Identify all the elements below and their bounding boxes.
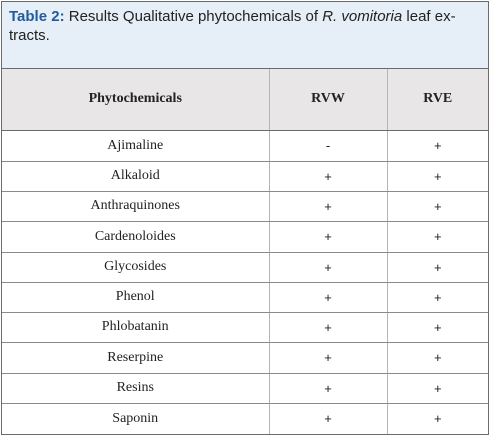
table-row — [2, 373, 488, 403]
table-row — [2, 191, 488, 221]
cell-phytochemical: Phlobatanin — [2, 312, 269, 342]
cell-rve: + — [387, 191, 488, 221]
header-row — [2, 69, 488, 130]
table-row — [2, 161, 488, 191]
cell-rve: + — [433, 411, 442, 427]
table-row — [2, 221, 488, 252]
table-row — [2, 252, 488, 282]
cell-phytochemical: Glycosides — [2, 252, 269, 282]
caption-species: R. vomitoria — [322, 8, 403, 25]
cell-rve: + — [387, 221, 488, 252]
caption-text-after: leaf ex-tracts. — [9, 8, 456, 44]
table-row — [2, 342, 488, 373]
table-container — [1, 1, 489, 435]
phytochemicals-table — [2, 69, 488, 434]
cell-rve: + — [387, 282, 488, 312]
caption-text-before: Results Qualitative phytochemicals of — [64, 8, 323, 25]
cell-rvw: + — [269, 282, 387, 312]
cell-rvw: + — [269, 373, 387, 403]
caption-label: Table 2: — [9, 8, 65, 25]
cell-phytochemical: Anthraquinones — [2, 191, 269, 221]
table-row — [2, 130, 488, 161]
cell-rvw: + — [269, 342, 387, 373]
table-row — [2, 403, 488, 434]
cell-phytochemical: Resins — [2, 373, 269, 403]
cell-phytochemical: Alkaloid — [2, 161, 269, 191]
cell-rvw: + — [269, 312, 387, 342]
cell-phytochemical: Cardenoloides — [2, 221, 269, 252]
cell-rvw: + — [269, 252, 387, 282]
cell-rve: + — [387, 342, 488, 373]
cell-rvw: - — [269, 130, 387, 161]
header-rvw: RVW — [269, 69, 387, 130]
header-rve: RVE — [387, 69, 488, 130]
cell-phytochemical: Saponin — [2, 403, 269, 434]
cell-rve: + — [387, 252, 488, 282]
cell-phytochemical: Reserpine — [2, 342, 269, 373]
table-row — [2, 282, 488, 312]
cell-rvw: + — [269, 221, 387, 252]
cell-phytochemical: Ajimaline — [2, 130, 269, 161]
cell-rve: + — [387, 161, 488, 191]
cell-rvw: + — [269, 403, 387, 434]
cell-rvw: + — [269, 191, 387, 221]
cell-phytochemical: Phenol — [2, 282, 269, 312]
cell-rve: + — [387, 130, 488, 161]
table-row — [2, 312, 488, 342]
table-caption — [2, 2, 488, 69]
cell-rve: + — [387, 373, 488, 403]
cell-rve: + — [387, 312, 488, 342]
cell-rvw: + — [269, 161, 387, 191]
header-phytochemicals: Phytochemicals — [2, 69, 269, 130]
